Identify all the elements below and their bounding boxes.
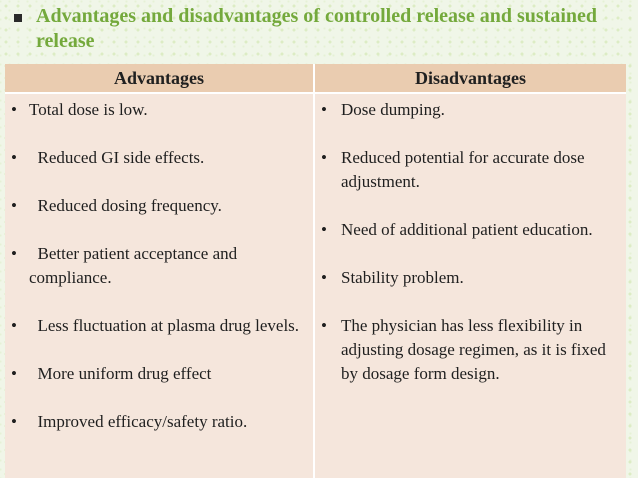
round-bullet-icon: [321, 98, 341, 122]
header-disadvantages: Disadvantages: [315, 64, 626, 94]
list-item: • Better patient acceptance and compliance.: [11, 242, 307, 290]
round-bullet-icon: [11, 314, 31, 338]
square-bullet-icon: [14, 4, 36, 54]
round-bullet-icon: [11, 98, 31, 122]
list-item: • Reduced GI side effects.: [11, 146, 307, 170]
list-item: • Dose dumping.: [321, 98, 620, 122]
list-item: • Reduced potential for accurate dose adjustment.: [321, 146, 620, 194]
slide-title: [14, 4, 614, 54]
round-bullet-icon: [321, 266, 341, 290]
advantages-cell: [5, 94, 315, 478]
list-item: • More uniform drug effect: [11, 362, 307, 386]
round-bullet-icon: [321, 218, 341, 242]
round-bullet-icon: [11, 146, 31, 170]
list-item: • Stability problem.: [321, 266, 620, 290]
list-item: • Reduced dosing frequency.: [11, 194, 307, 218]
list-item: • Improved efficacy/safety ratio.: [11, 410, 307, 434]
advantages-list: [11, 98, 307, 434]
list-item: • Need of additional patient education.: [321, 218, 620, 242]
round-bullet-icon: [11, 410, 31, 434]
disadvantages-cell: [315, 94, 626, 478]
slide-title-text: Advantages and disadvantages of controlled release and sustained release: [36, 5, 597, 52]
header-advantages: Advantages: [5, 64, 315, 94]
round-bullet-icon: [321, 314, 341, 386]
round-bullet-icon: [11, 194, 31, 218]
round-bullet-icon: [321, 146, 341, 194]
list-item: • Total dose is low.: [11, 98, 307, 122]
list-item: • The physician has less flexibility in adjusting dosage regimen, as it is fixed by dosage form design.: [321, 314, 620, 386]
comparison-table: [5, 64, 626, 478]
list-item: • Less fluctuation at plasma drug levels.: [11, 314, 307, 338]
round-bullet-icon: [11, 242, 31, 290]
round-bullet-icon: [11, 362, 31, 386]
disadvantages-list: [321, 98, 620, 386]
